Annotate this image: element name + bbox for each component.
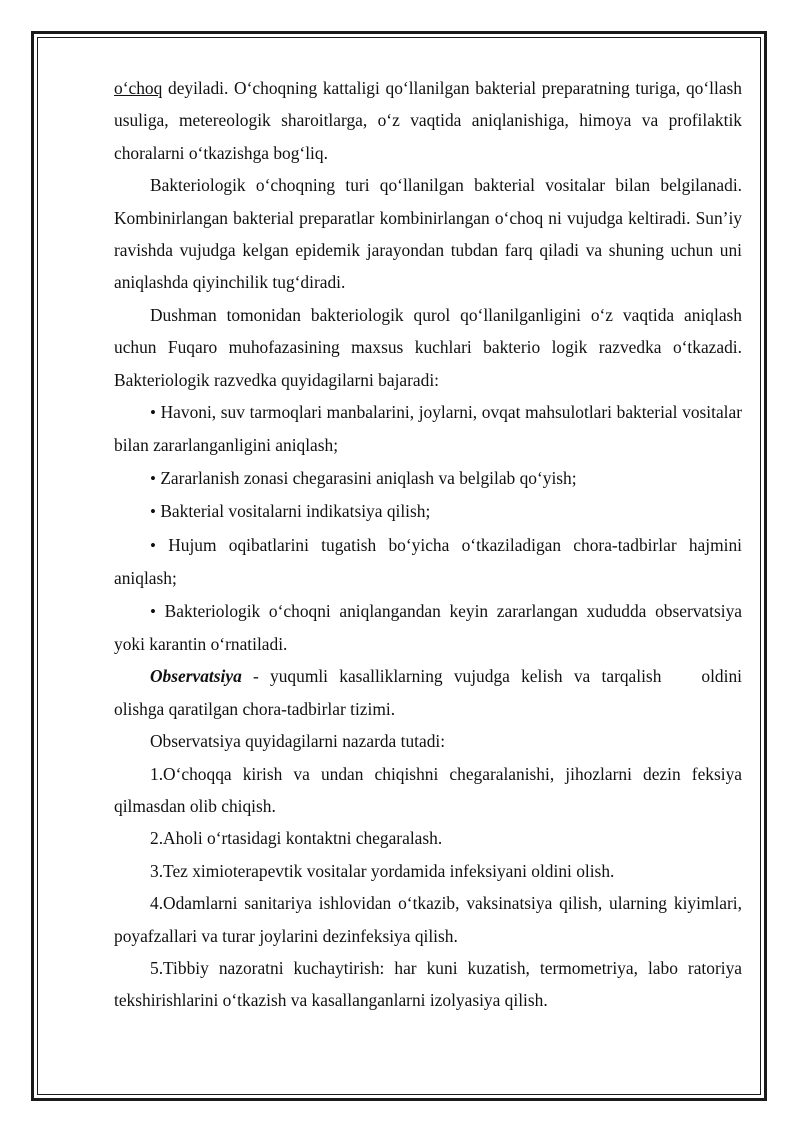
document-body — [114, 72, 742, 1017]
list-intro: Observatsiya quyidagilarni nazarda tutadi: — [150, 731, 446, 752]
definition-text-end: oldini olishga qaratilgan chora-tadbirlar tizimi. — [114, 666, 742, 719]
bullet-text: Hujum oqibatlarini tugatish bo‘yicha o‘tkaziladigan chora-tadbirlar hajmini aniqlash; — [114, 534, 742, 589]
numbered-item: 2.Aholi o‘rtasidagi kontaktni chegaralash. — [150, 828, 443, 849]
definition-text-start: - yuqumli kasalliklarning vujudga kelish va tarqalish — [241, 666, 662, 687]
bullet-item — [114, 495, 742, 528]
paragraph-focus-types: Bakteriologik o‘choqning turi qo‘llanilgan bakterial vositalar bilan belgilanadi. Kombinirlangan bakterial preparatlar kombinirlangan o‘choq ni vujudga keltiradi. Sun’iy ravishda vujudga kelgan epidemik jarayondan tubdan farq qiladi va shuning uchun uni aniqlashda qiyinchilik tug‘diradi. — [114, 175, 742, 293]
bullet-icon: • — [150, 502, 156, 522]
underlined-term: o‘choq — [114, 78, 163, 98]
numbered-item: 4.Odamlarni sanitariya ishlovidan o‘tkazib, vaksinatsiya qilish, ularning kiyimlari, poyafzallari va turar joylarini dezinfeksiya qilish. — [114, 893, 742, 946]
paragraph-continuation — [114, 72, 742, 169]
bullet-text: Zararlanish zonasi chegarasini aniqlash va belgilab qo‘yish; — [160, 467, 577, 488]
bullet-icon: • — [150, 403, 156, 423]
bullet-item — [114, 396, 742, 462]
numbered-item: 1.O‘choqqa kirish va undan chiqishni chegaralanishi, jihozlarni dezin feksiya qilmasdan olib chiqish. — [114, 763, 742, 816]
bullet-item — [114, 595, 742, 661]
paragraph-reconnaissance: Dushman tomonidan bakteriologik qurol qo‘llanilganligini o‘z vaqtida aniqlash uchun Fuqaro muhofazasining maxsus kuchlari bakterio logik razvedka o‘tkazadi. Bakteriologik razvedka quyidagilarni bajaradi: — [114, 304, 742, 390]
bullet-item — [114, 462, 742, 495]
numbered-item: 5.Tibbiy nazoratni kuchaytirish: har kuni kuzatish, termometriya, labo ratoriya tekshirishlarini o‘tkazish va kasallanganlarni izolyasiya qilish. — [114, 957, 742, 1011]
bullet-text: Havoni, suv tarmoqlari manbalarini, joylarni, ovqat mahsulotlari bakterial vositalar bilan zararlanganligini aniqlash; — [114, 402, 743, 456]
bullet-item — [114, 529, 742, 595]
definition-paragraph — [114, 660, 742, 725]
numbered-item: 3.Tez ximioterapevtik vositalar yordamida infeksiyani oldini olish. — [150, 860, 615, 881]
bullet-text: Bakterial vositalarni indikatsiya qilish; — [160, 501, 431, 522]
bullet-icon: • — [150, 468, 156, 488]
bullet-icon: • — [150, 601, 156, 621]
definition-term: Observatsiya — [150, 666, 242, 687]
paragraph-text: deyiladi. O‘choqning kattaligi qo‘llanilgan bakterial preparatning turiga, qo‘llash usuliga, metereologik sharoitlarga, o‘z vaqtida aniqlanishiga, himoya va profilaktik choralarni o‘tkazishga bog‘liq. — [114, 78, 742, 163]
bullet-text: Bakteriologik o‘choqni aniqlangandan keyin zararlangan xududda observatsiya yoki karantin o‘rnatiladi. — [114, 600, 742, 654]
bullet-icon: • — [150, 535, 156, 555]
